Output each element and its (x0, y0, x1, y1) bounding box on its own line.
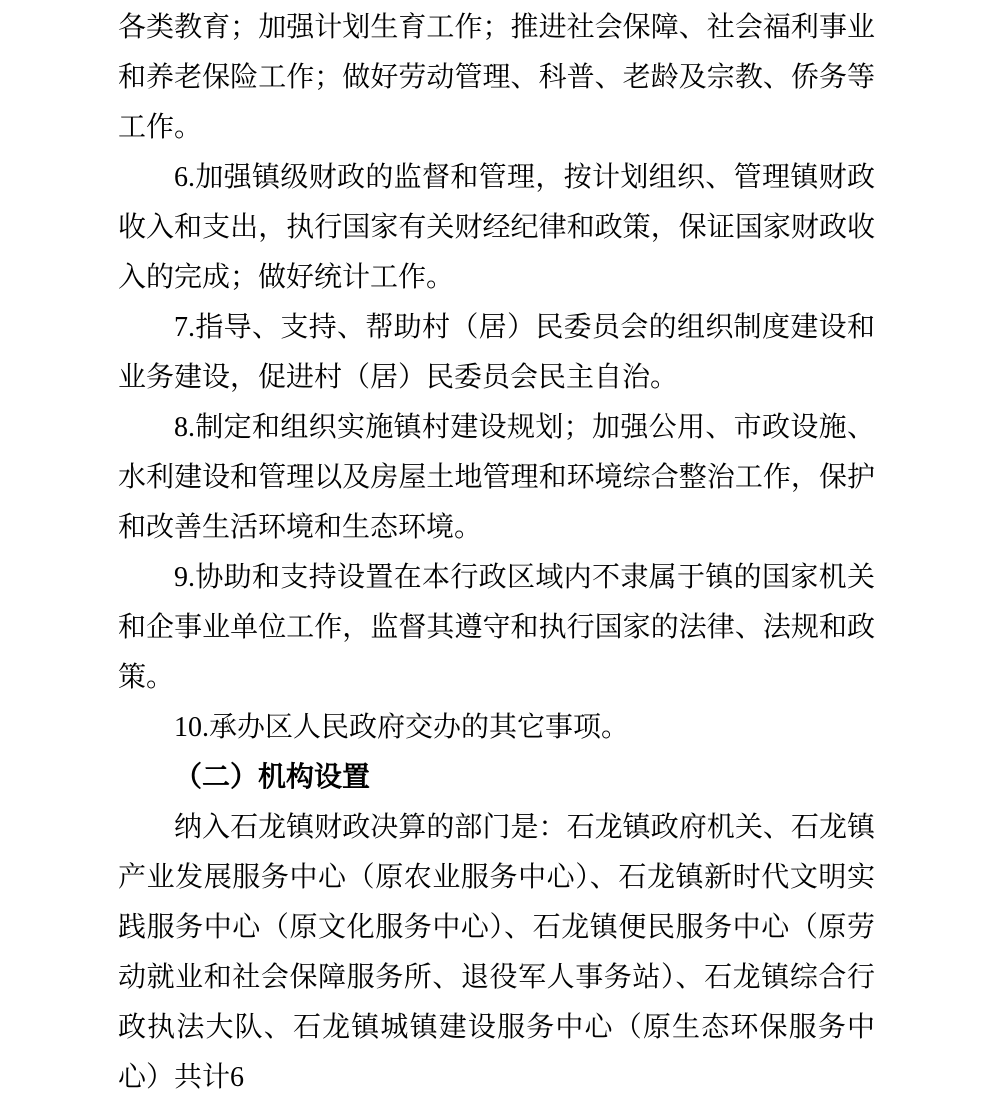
paragraph-duties-continued: 各类教育；加强计划生育工作；推进社会保障、社会福利事业和养老保险工作；做好劳动管理、科普、老龄及宗教、侨务等工作。 (118, 12, 875, 143)
paragraph-duty-item-8: 8.制定和组织实施镇村建设规划；加强公用、市政设施、水利建设和管理以及房屋土地管理和环境综合整治工作，保护和改善生活环境和生态环境。 (118, 412, 875, 543)
paragraph-duty-item-6: 6.加强镇级财政的监督和管理，按计划组织、管理镇财政收入和支出，执行国家有关财经纪律和政策，保证国家财政收入的完成；做好统计工作。 (118, 162, 875, 293)
paragraph-duty-item-9: 9.协助和支持设置在本行政区域内不隶属于镇的国家机关和企事业单位工作，监督其遵守和执行国家的法律、法规和政策。 (118, 562, 875, 693)
paragraph-duty-item-10: 10.承办区人民政府交办的其它事项。 (174, 712, 630, 743)
section-heading-organization-setup: （二）机构设置 (174, 762, 371, 793)
paragraph-duty-item-7: 7.指导、支持、帮助村（居）民委员会的组织制度建设和业务建设，促进村（居）民委员会民主自治。 (118, 312, 875, 393)
paragraph-budget-departments: 纳入石龙镇财政决算的部门是：石龙镇政府机关、石龙镇产业发展服务中心（原农业服务中心）、石龙镇新时代文明实践服务中心（原文化服务中心）、石龙镇便民服务中心（原劳动就业和社会保障服务所、退役军人事务站）、石龙镇综合行政执法大队、石龙镇城镇建设服务中心（原生态环保服务中心）共计6 (118, 812, 875, 1093)
